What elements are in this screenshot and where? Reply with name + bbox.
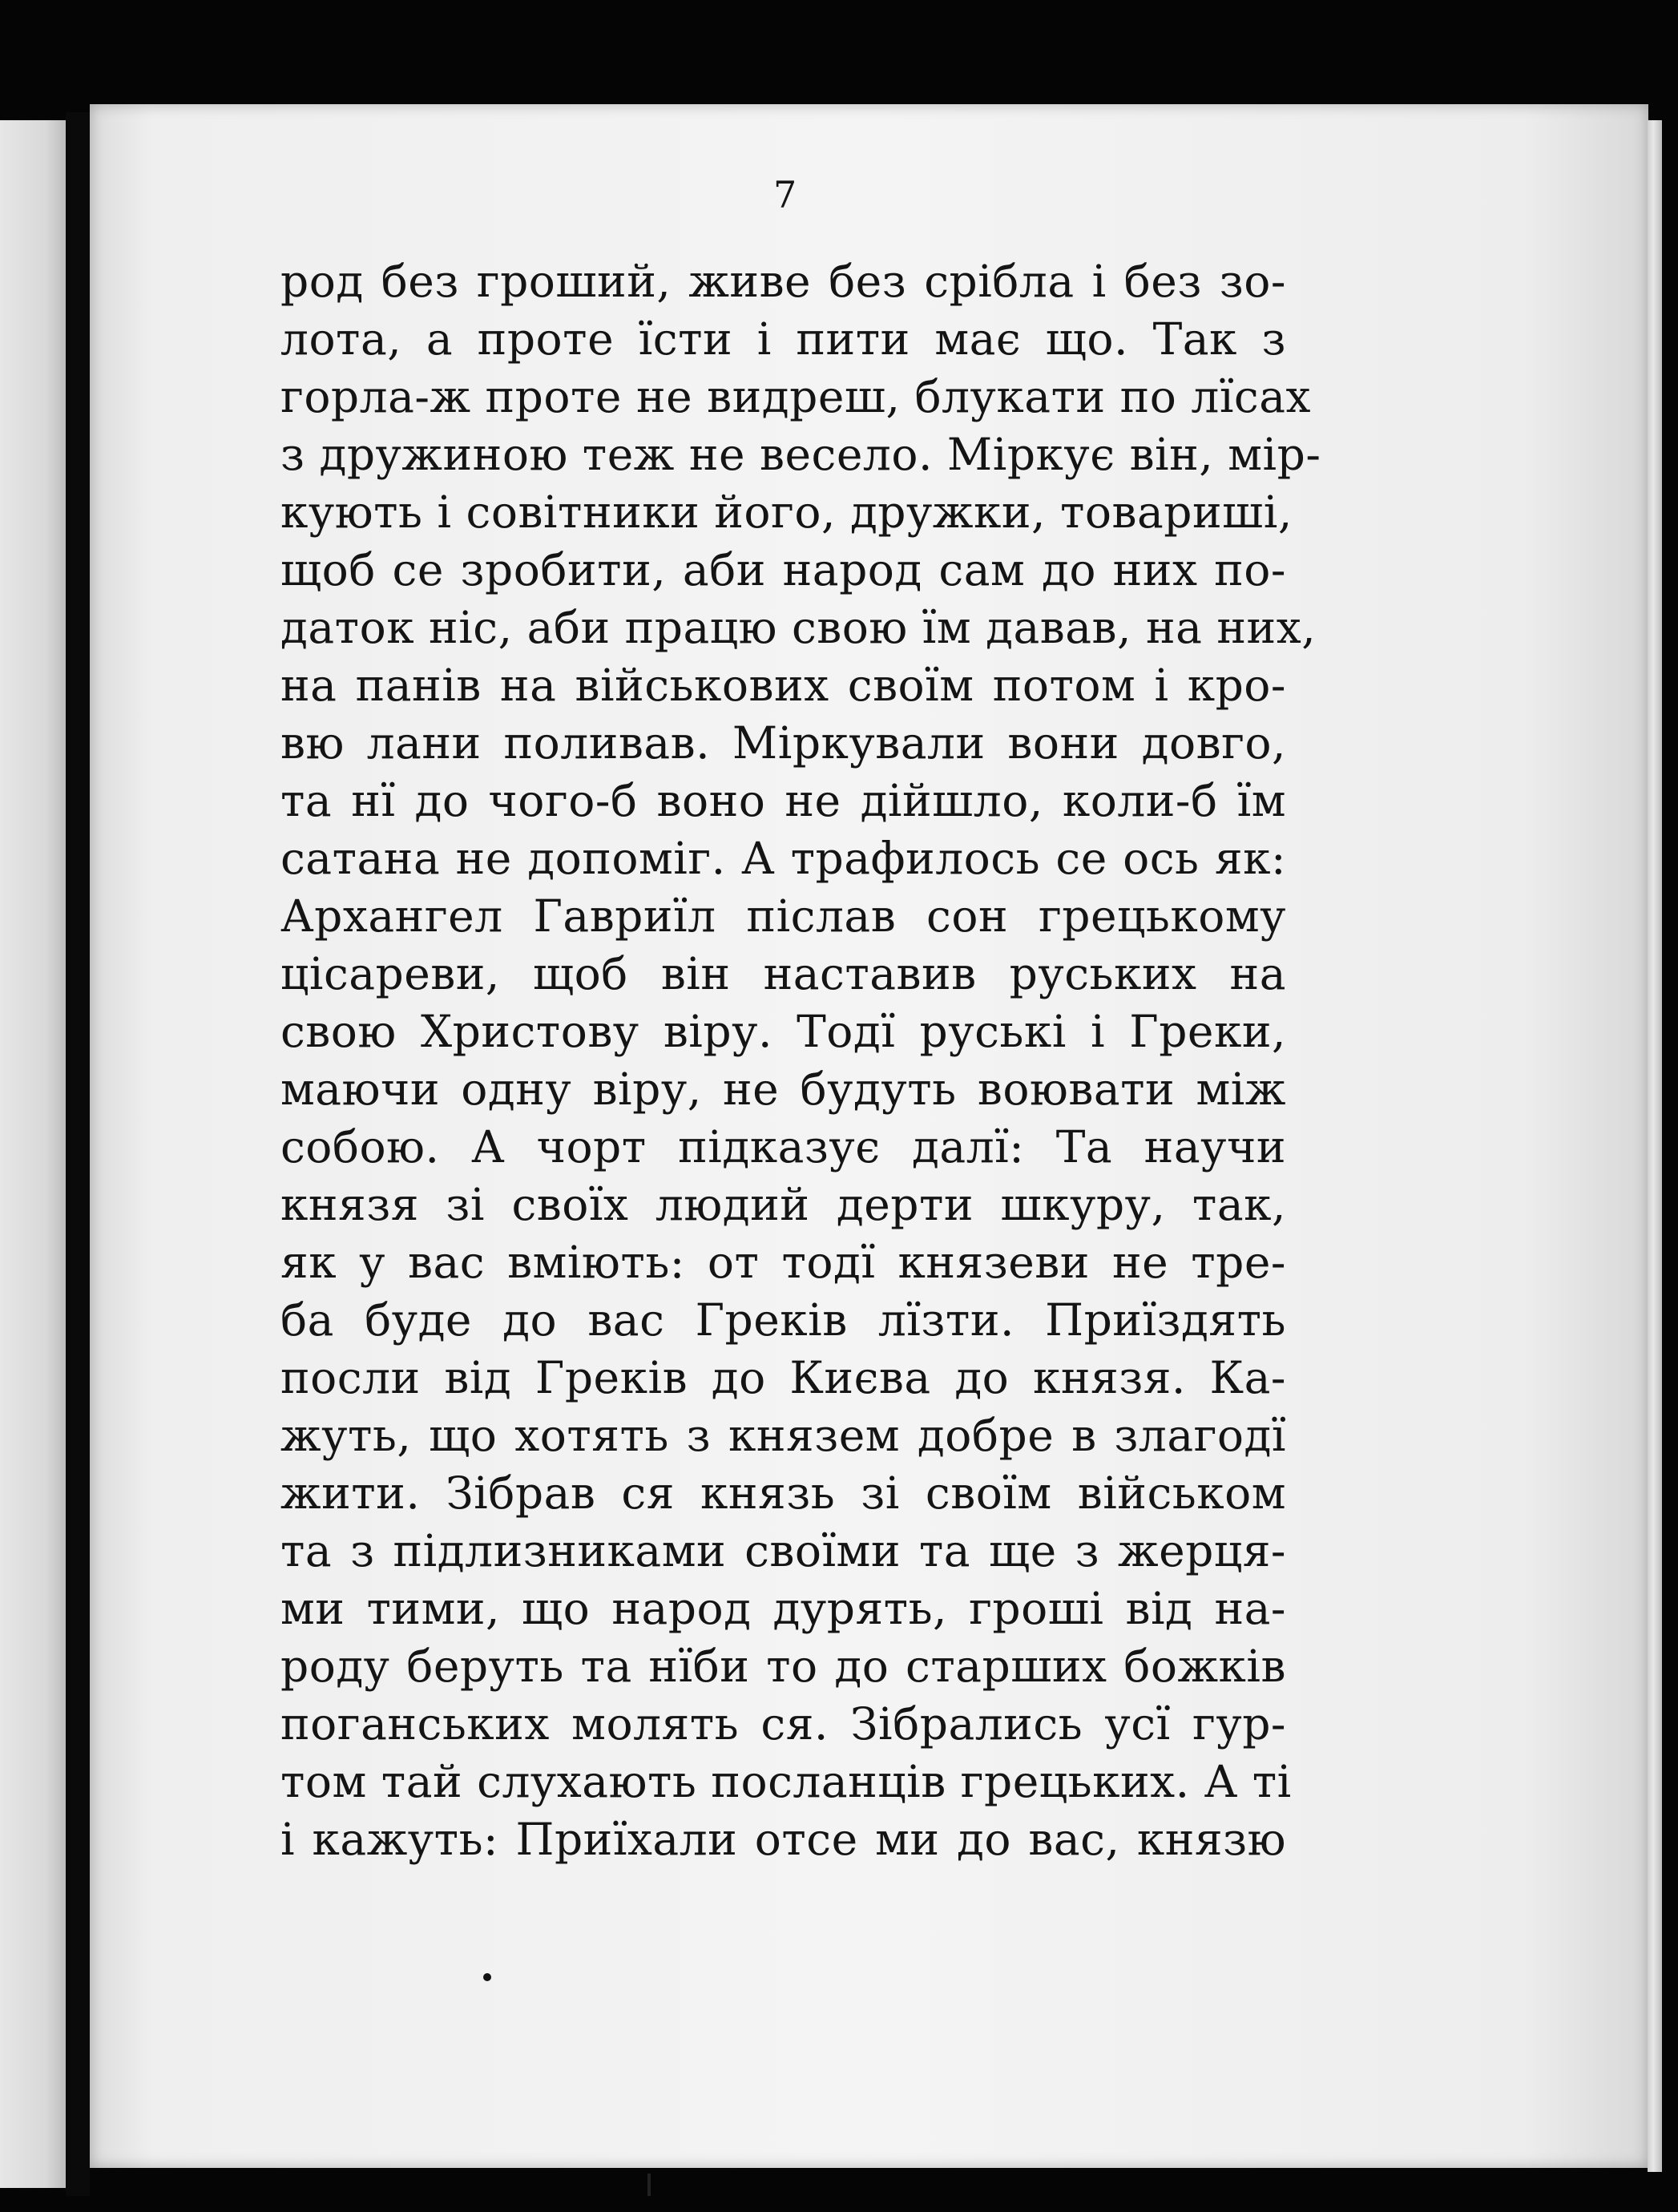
text-line: князя зі своїх людий дерти шкуру, так, — [280, 1179, 1286, 1230]
text-line: з дружиною теж не весело. Міркує він, мір- — [280, 429, 1321, 480]
text-line: жити. Зібрав ся князь зі своїм військом — [280, 1467, 1286, 1519]
text-line: Архангел Гавриїл післав сон грецькому — [280, 890, 1286, 942]
text-line: кують і совітники його, дружки, товариші, — [280, 486, 1293, 538]
text-line: та нї до чого-б воно не дійшло, коли-б їм — [280, 775, 1286, 826]
text-line: як у вас вміють: от тодї князеви не тре- — [280, 1237, 1286, 1288]
text-line: посли від Греків до Києва до князя. Ка- — [280, 1352, 1286, 1403]
text-line: горла-ж проте не видреш, блукати по лїсах — [280, 371, 1312, 422]
text-line: щоб се зробити, аби народ сам до них по- — [280, 544, 1286, 595]
page-number: 7 — [773, 173, 797, 216]
text-line: роду беруть та нїби то до старших божків — [280, 1641, 1286, 1692]
book-gutter — [66, 112, 90, 2196]
text-line: том тай слухають посланців грецьких. А ті — [280, 1756, 1292, 1807]
text-line: вю лани поливав. Міркували вони довго, — [280, 717, 1286, 769]
text-line: та з підлизниками своїми та ще з жерця- — [280, 1525, 1286, 1576]
text-line: на панів на військових своїм потом і кро- — [280, 660, 1286, 711]
text-line: даток ніс, аби працю свою їм давав, на них, — [280, 602, 1317, 653]
binding-mark — [647, 2174, 651, 2196]
previous-page-edge — [0, 120, 66, 2188]
text-line: сатана не допоміг. А трафилось се ось як: — [280, 833, 1286, 884]
text-line: і кажуть: Приїхали отсе ми до вас, князю — [280, 1814, 1286, 1865]
text-line: цісареви, щоб він наставив руських на — [280, 948, 1286, 999]
text-line: поганських молять ся. Зібрались усї гур- — [280, 1698, 1286, 1750]
text-line: род без гроший, живе без срібла і без зо- — [280, 256, 1286, 307]
text-line: ба буде до вас Греків лїзти. Приїздять — [280, 1294, 1286, 1346]
ink-spot — [483, 1973, 491, 1981]
text-line: жуть, що хотять з князем добре в злагодї — [280, 1410, 1286, 1461]
text-line: свою Христову віру. Тодї руські і Греки, — [280, 1006, 1286, 1057]
text-line: лота, а проте їсти і пити має що. Так з — [280, 313, 1286, 365]
text-line: собою. А чорт підказує далї: Та научи — [280, 1121, 1286, 1173]
page-fore-edge — [1648, 120, 1662, 2172]
body-text — [280, 252, 1321, 1868]
text-line: маючи одну віру, не будуть воювати між — [280, 1064, 1286, 1115]
text-line: ми тими, що народ дурять, гроші від на- — [280, 1583, 1286, 1634]
